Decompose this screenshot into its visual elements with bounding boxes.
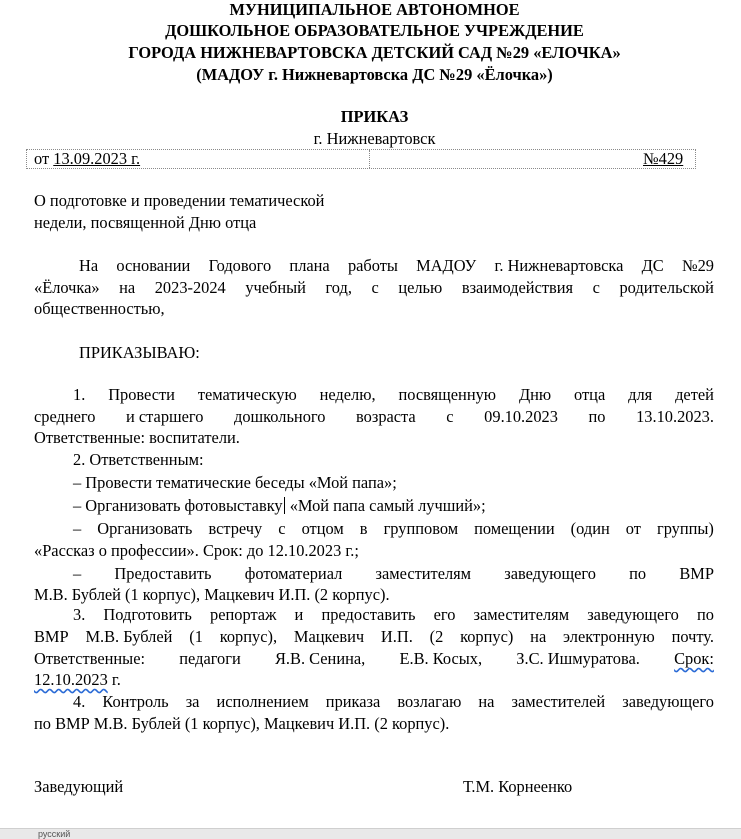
item-3-line-2-word: электронную: [563, 627, 655, 646]
signature-name: Т.М. Корнеенко: [463, 777, 573, 796]
bullet-3-line-1-word: Организовать: [97, 519, 193, 538]
preamble-line-1-word: МАДОУ: [416, 256, 477, 275]
bullet-4-line-1-word: фотоматериал: [244, 564, 343, 583]
item-3-line-1-word: заведующего: [587, 605, 679, 624]
deadline-suffix: г.: [107, 670, 121, 689]
item-3-line-2-word: М.В. Бублей: [85, 627, 173, 646]
item-3-line-1-word: Подготовить: [103, 605, 192, 624]
item-3-line-1-word: 3.: [73, 605, 86, 624]
item-4-line-1-word: на: [478, 692, 495, 711]
order-title: ПРИКАЗ: [340, 107, 409, 126]
order-city: г. Нижневартовск: [313, 129, 436, 148]
bullet-4-line-1-word: Предоставить: [114, 564, 212, 583]
bullet-4-line-1-word: по: [629, 564, 647, 583]
item-1-line-2-word: дошкольного: [234, 407, 326, 426]
bullet-3-line-1-word: –: [73, 519, 82, 538]
item-1-line-2-word: среднего: [34, 407, 96, 426]
item-3-line-2-word: почту.: [671, 627, 714, 646]
preamble-line-2-word: взаимодействия: [461, 278, 574, 297]
item-1-line-2-word: 13.10.2023.: [636, 407, 714, 426]
status-language: русский: [38, 829, 71, 839]
bullet-1: – Провести тематические беседы «Мой папа»;: [73, 473, 397, 492]
preamble-line-2-word: на: [119, 278, 136, 297]
item-3-line-2-word: (1: [189, 627, 203, 646]
text-cursor: [284, 497, 285, 514]
order-date-prefix: от: [34, 149, 50, 168]
item-3-line-2-word: корпус): [460, 627, 514, 646]
bullet-3-line-1-word: (один: [570, 519, 610, 538]
org-name-line-3: ГОРОДА НИЖНЕВАРТОВСКА ДЕТСКИЙ САД №29 «ЕЛОЧКА»: [128, 43, 621, 62]
item-1-line-1-word: детей: [675, 385, 714, 404]
item-1-line-2-word: и старшего: [126, 407, 204, 426]
bullet-3-line-1-word: групповом: [383, 519, 459, 538]
item-3-line-1-word: по: [696, 605, 714, 624]
preamble-line-2-word: «Ёлочка»: [34, 278, 100, 297]
status-bar: [0, 828, 741, 839]
preamble-line-1-word: Годового: [208, 256, 272, 275]
item-1-line-1-word: посвященную: [398, 385, 497, 404]
preamble-line-2-word: целью: [398, 278, 443, 297]
item-3-line-1-word: репортаж: [210, 605, 277, 624]
item-3-line-1-word: и: [294, 605, 304, 624]
bullet-3-line-2: «Рассказ о профессии». Срок: до 12.10.2023 г.;: [34, 541, 359, 560]
item-3-line-2-word: корпус),: [219, 627, 278, 646]
preamble-line-2-word: с: [371, 278, 379, 297]
item-3-line-1-word: его: [433, 605, 456, 624]
preamble-line-1-word: №29: [681, 256, 714, 275]
bullet-2: [73, 496, 486, 516]
item-3-line-4: [34, 670, 121, 690]
subject-line-1: О подготовке и проведении тематической: [34, 191, 325, 210]
item-3-line-2-word: ВМР: [34, 627, 69, 646]
org-name-short: (МАДОУ г. Нижневартовска ДС №29 «Ёлочка»): [196, 65, 553, 84]
item-3-line-2-word: Мацкевич: [293, 627, 365, 646]
bullet-3-line-1-word: группы): [656, 519, 714, 538]
bullet-3-line-1: [73, 519, 714, 539]
bullet-4-line-1-word: заведующего: [504, 564, 596, 583]
order-number: №429: [643, 149, 684, 168]
item-3-line-3-word: Срок:: [674, 649, 714, 668]
decree-heading: ПРИКАЗЫВАЮ:: [79, 343, 200, 362]
deadline-date: 12.10.2023: [34, 670, 108, 689]
subject-line-2: недели, посвященной Дню отца: [34, 213, 257, 232]
bullet-3-line-1-word: помещении: [474, 519, 555, 538]
item-3-line-2-word: на: [530, 627, 547, 646]
preamble-line-1-word: плана: [289, 256, 330, 275]
item-3-line-1-word: заместителям: [473, 605, 570, 624]
item-4-line-1-word: за: [185, 692, 200, 711]
item-1-line-1-word: неделю,: [319, 385, 376, 404]
bullet-3-line-1-word: с: [278, 519, 286, 538]
item-1-line-1-word: отца: [574, 385, 606, 404]
preamble-line-1-word: г. Нижневартовска: [494, 256, 624, 275]
item-3-line-2-word: (2: [429, 627, 444, 646]
item-4-line-1-word: приказа: [325, 692, 381, 711]
preamble-line-1-word: работы: [347, 256, 398, 275]
preamble-line-1-word: ДС: [641, 256, 664, 275]
bullet-2-part-a: – Организовать фотовыставку: [73, 496, 283, 515]
item-4-line-1-word: заместителей: [511, 692, 606, 711]
preamble-line-2-word: учебный: [245, 278, 306, 297]
signature-position: Заведующий: [34, 777, 124, 796]
bullet-4-line-2: М.В. Бублей (1 корпус), Мацкевич И.П. (2 корпус).: [34, 585, 390, 604]
item-3-line-3-word: педагоги: [179, 649, 241, 668]
preamble-line-1: [79, 256, 714, 276]
item-4-line-1-word: исполнением: [216, 692, 309, 711]
item-1-line-2-word: с: [446, 407, 454, 426]
item-3-line-3-word: З.С. Ишмуратова.: [516, 649, 640, 668]
item-3-line-1: [73, 605, 714, 625]
item-3-line-2-word: И.П.: [380, 627, 413, 646]
preamble-line-2: [34, 278, 714, 298]
item-1-line-1: [73, 385, 714, 405]
item-3-line-3: [34, 649, 714, 669]
org-name-line-2: ДОШКОЛЬНОЕ ОБРАЗОВАТЕЛЬНОЕ УЧРЕЖДЕНИЕ: [165, 21, 584, 40]
item-4-line-1-word: заведующего: [622, 692, 714, 711]
bullet-4-line-1-word: ВМР: [679, 564, 714, 583]
bullet-3-line-1-word: встречу: [208, 519, 263, 538]
bullet-4-line-1-word: –: [73, 564, 82, 583]
org-name-line-1: МУНИЦИПАЛЬНОЕ АВТОНОМНОЕ: [229, 0, 520, 19]
preamble-line-2-word: с: [592, 278, 600, 297]
item-1-line-1-word: для: [628, 385, 653, 404]
bullet-4-line-1: [73, 564, 714, 584]
item-4-line-1-word: Контроль: [102, 692, 169, 711]
item-1-line-2-word: по: [588, 407, 606, 426]
order-date-value: 13.09.2023 г.: [53, 149, 141, 168]
item-1-line-1-word: 1.: [73, 385, 86, 404]
item-1-line-1-word: Дню: [518, 385, 552, 404]
item-1-line-2: [34, 407, 714, 427]
item-2: 2. Ответственным:: [73, 450, 204, 469]
item-3-line-3-word: Я.В. Сенина,: [274, 649, 366, 668]
bullet-3-line-1-word: в: [359, 519, 368, 538]
item-1-line-2-word: 09.10.2023: [484, 407, 558, 426]
bullet-2-part-b: «Мой папа самый лучший»;: [285, 496, 486, 515]
item-1-line-1-word: Провести: [108, 385, 175, 404]
item-3-line-3-word: Ответственные:: [34, 649, 146, 668]
preamble-line-1-word: На: [79, 256, 99, 275]
item-3-line-1-word: предоставить: [321, 605, 416, 624]
preamble-line-1-word: основании: [116, 256, 191, 275]
bullet-4-line-1-word: заместителям: [375, 564, 472, 583]
item-3-line-2: [34, 627, 714, 647]
item-1-line-1-word: тематическую: [197, 385, 297, 404]
bullet-3-line-1-word: от: [625, 519, 641, 538]
preamble-line-2-word: 2023-2024: [154, 278, 226, 297]
preamble-line-2-word: родительской: [619, 278, 714, 297]
preamble-line-3: общественностью,: [34, 299, 165, 318]
item-4-line-2: по ВМР М.В. Бублей (1 корпус), Мацкевич И.П. (2 корпус).: [34, 714, 450, 733]
item-4-line-1-word: 4.: [73, 692, 86, 711]
item-3-line-3-word: Е.В. Косых,: [399, 649, 483, 668]
order-date: [34, 149, 140, 169]
bullet-3-line-1-word: отцом: [301, 519, 344, 538]
item-1-line-2-word: возраста: [356, 407, 416, 426]
preamble-line-2-word: год,: [325, 278, 352, 297]
item-4-line-1: [73, 692, 714, 712]
item-4-line-1-word: возлагаю: [397, 692, 462, 711]
item-1-line-3: Ответственные: воспитатели.: [34, 428, 240, 447]
